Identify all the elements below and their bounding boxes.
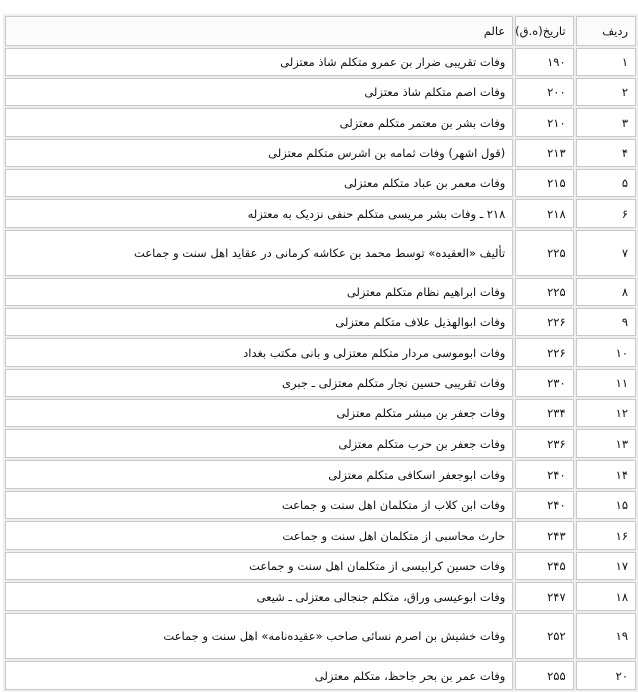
row-number: ۳ [576,108,636,137]
table-row [5,278,636,306]
table-row [5,613,636,659]
table-row [5,199,636,228]
table-row [5,521,636,550]
table-row [5,429,636,458]
row-year: ۲۲۵ [515,278,573,306]
row-event: ۲۱۸ ـ وفات بشر مریسی متکلم حنفی نزدیک به معتزله [5,199,513,228]
row-year: ۲۲۶ [515,308,573,336]
row-year: ۲۰۰ [515,78,573,106]
row-number: ۷ [576,230,636,276]
row-year: ۲۳۶ [515,429,573,458]
table-body [5,48,636,690]
row-number: ۴ [576,139,636,167]
row-event: تألیف «العقیده» توسط محمد بن عکاشه کرمانی در عقاید اهل سنت و جماعت [5,230,513,276]
row-event: وفات ابراهیم نظام متکلم معتزلی [5,278,513,306]
table-row [5,491,636,519]
row-year: ۲۵۲ [515,613,573,659]
row-event: حارث محاسبی از متکلمان اهل سنت و جماعت [5,521,513,550]
row-event: وفات جعفر بن مبشر متکلم معتزلی [5,399,513,427]
header-num: ردیف [576,16,636,46]
table-row [5,230,636,276]
table-row [5,661,636,690]
row-event: وفات تقریبی حسین نجار متکلم معتزلی ـ جبری [5,369,513,397]
row-event: وفات ابن کلاب از متکلمان اهل سنت و جماعت [5,491,513,519]
row-number: ۱۴ [576,460,636,489]
row-number: ۶ [576,199,636,228]
row-event: وفات بشر بن معتمر متکلم معتزلی [5,108,513,137]
row-number: ۱۱ [576,369,636,397]
row-event: وفات ابوعیسی وراق، متکلم جنجالی معتزلی ـ شیعی [5,582,513,611]
header-year: تاریخ(ه.ق) [515,16,573,46]
row-event: وفات خشیش بن اصرم نسائی صاحب «عقیده‌نامه» اهل سنت و جماعت [5,613,513,659]
row-number: ۲ [576,78,636,106]
row-year: ۲۴۳ [515,521,573,550]
table-row [5,369,636,397]
row-event: وفات معمر بن عباد متکلم معتزلی [5,169,513,197]
table-row [5,169,636,197]
row-event: وفات تقریبی ضرار بن عمرو متکلم شاذ معتزلی [5,48,513,76]
table-row [5,338,636,367]
row-number: ۱۲ [576,399,636,427]
row-number: ۹ [576,308,636,336]
row-year: ۲۴۷ [515,582,573,611]
row-year: ۲۳۴ [515,399,573,427]
row-year: ۲۴۵ [515,552,573,580]
row-event: (قول اشهر) وفات ثمامه بن اشرس متکلم معتزلی [5,139,513,167]
row-event: وفات حسین کرابیسی از متکلمان اهل سنت و جماعت [5,552,513,580]
row-event: وفات عمر بن بحر جاحظ، متکلم معتزلی [5,661,513,690]
row-year: ۲۱۸ [515,199,573,228]
row-year: ۲۲۵ [515,230,573,276]
history-table [3,14,638,692]
row-year: ۲۱۵ [515,169,573,197]
row-number: ۲۰ [576,661,636,690]
table-row [5,460,636,489]
table-row [5,48,636,76]
row-number: ۱۸ [576,582,636,611]
row-number: ۱۶ [576,521,636,550]
row-event: وفات ابوموسی مردار متکلم معتزلی و بانی مکتب بغداد [5,338,513,367]
row-event: وفات جعفر بن حرب متکلم معتزلی [5,429,513,458]
table-row [5,108,636,137]
row-number: ۱۳ [576,429,636,458]
row-year: ۲۱۳ [515,139,573,167]
row-year: ۲۵۵ [515,661,573,690]
row-event: وفات ابوجعفر اسکافی متکلم معتزلی [5,460,513,489]
table-row [5,552,636,580]
row-number: ۱۰ [576,338,636,367]
row-number: ۵ [576,169,636,197]
row-year: ۱۹۰ [515,48,573,76]
header-event: عالم [5,16,513,46]
row-number: ۱ [576,48,636,76]
row-year: ۲۲۶ [515,338,573,367]
row-year: ۲۱۰ [515,108,573,137]
row-number: ۱۷ [576,552,636,580]
row-year: ۲۳۰ [515,369,573,397]
table-row [5,308,636,336]
table-row [5,582,636,611]
row-event: وفات اصم متکلم شاذ معتزلی [5,78,513,106]
row-event: وفات ابوالهذیل علاف متکلم معتزلی [5,308,513,336]
row-year: ۲۴۰ [515,491,573,519]
row-number: ۱۹ [576,613,636,659]
row-number: ۱۵ [576,491,636,519]
table-row [5,399,636,427]
table-row [5,139,636,167]
header-row [5,16,636,46]
row-year: ۲۴۰ [515,460,573,489]
row-number: ۸ [576,278,636,306]
table-row [5,78,636,106]
